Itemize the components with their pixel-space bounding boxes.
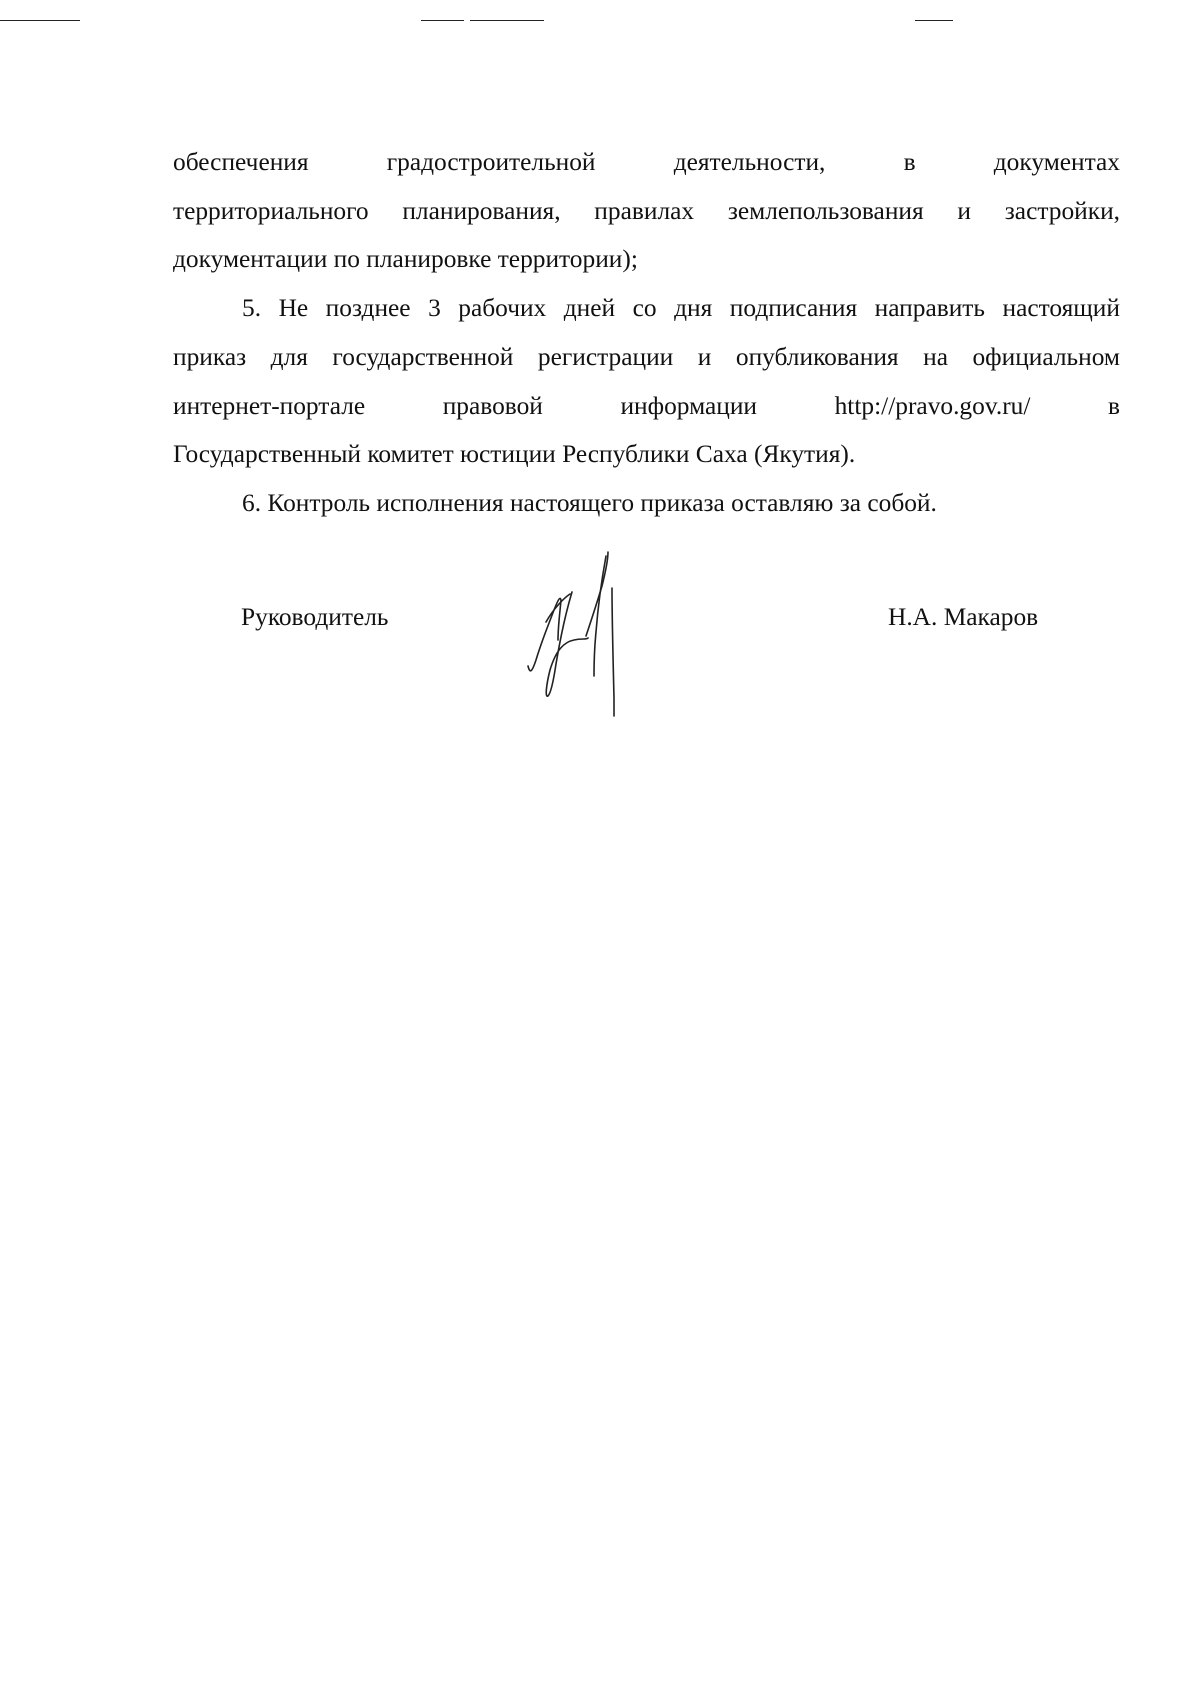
text-line-content: Контроль исполнения настоящего приказа оставляю за собой. [267, 488, 937, 517]
paragraph-number: 6. [242, 488, 262, 517]
paragraph-item-6 [173, 479, 1120, 528]
text-line: Государственный комитет юстиции Республики Саха (Якутия). [173, 440, 856, 469]
text-line [173, 284, 1120, 333]
signature-stroke [612, 588, 614, 716]
signature-stroke [546, 594, 570, 622]
document-body [173, 138, 1120, 528]
text-line: приказ для государственной регистрации и опубликования на официальном [173, 342, 1120, 371]
text-line: интернет-портале правовой информации http://pravo.gov.ru/ в [173, 391, 1120, 420]
handwritten-signature [520, 548, 640, 720]
text-line-content: Не позднее 3 рабочих дней со дня подписания направить настоящий [278, 294, 1120, 323]
scan-edge-mark [470, 20, 544, 21]
signature-stroke [546, 592, 588, 696]
text-line [173, 479, 1120, 528]
text-line: документации по планировке территории); [173, 245, 638, 274]
scan-edge-mark [915, 20, 953, 21]
signer-name: Н.А. Макаров [888, 603, 1039, 631]
signer-position: Руководитель [241, 603, 389, 631]
paragraph-continuation [173, 138, 1120, 284]
scan-edge-mark [0, 20, 80, 21]
text-line: обеспечения градостроительной деятельности, в документах [173, 148, 1120, 176]
scan-edge-mark [421, 20, 464, 21]
text-line: территориального планирования, правилах землепользования и застройки, [173, 196, 1120, 225]
paragraph-item-5 [173, 284, 1120, 479]
paragraph-number: 5. [242, 294, 262, 323]
